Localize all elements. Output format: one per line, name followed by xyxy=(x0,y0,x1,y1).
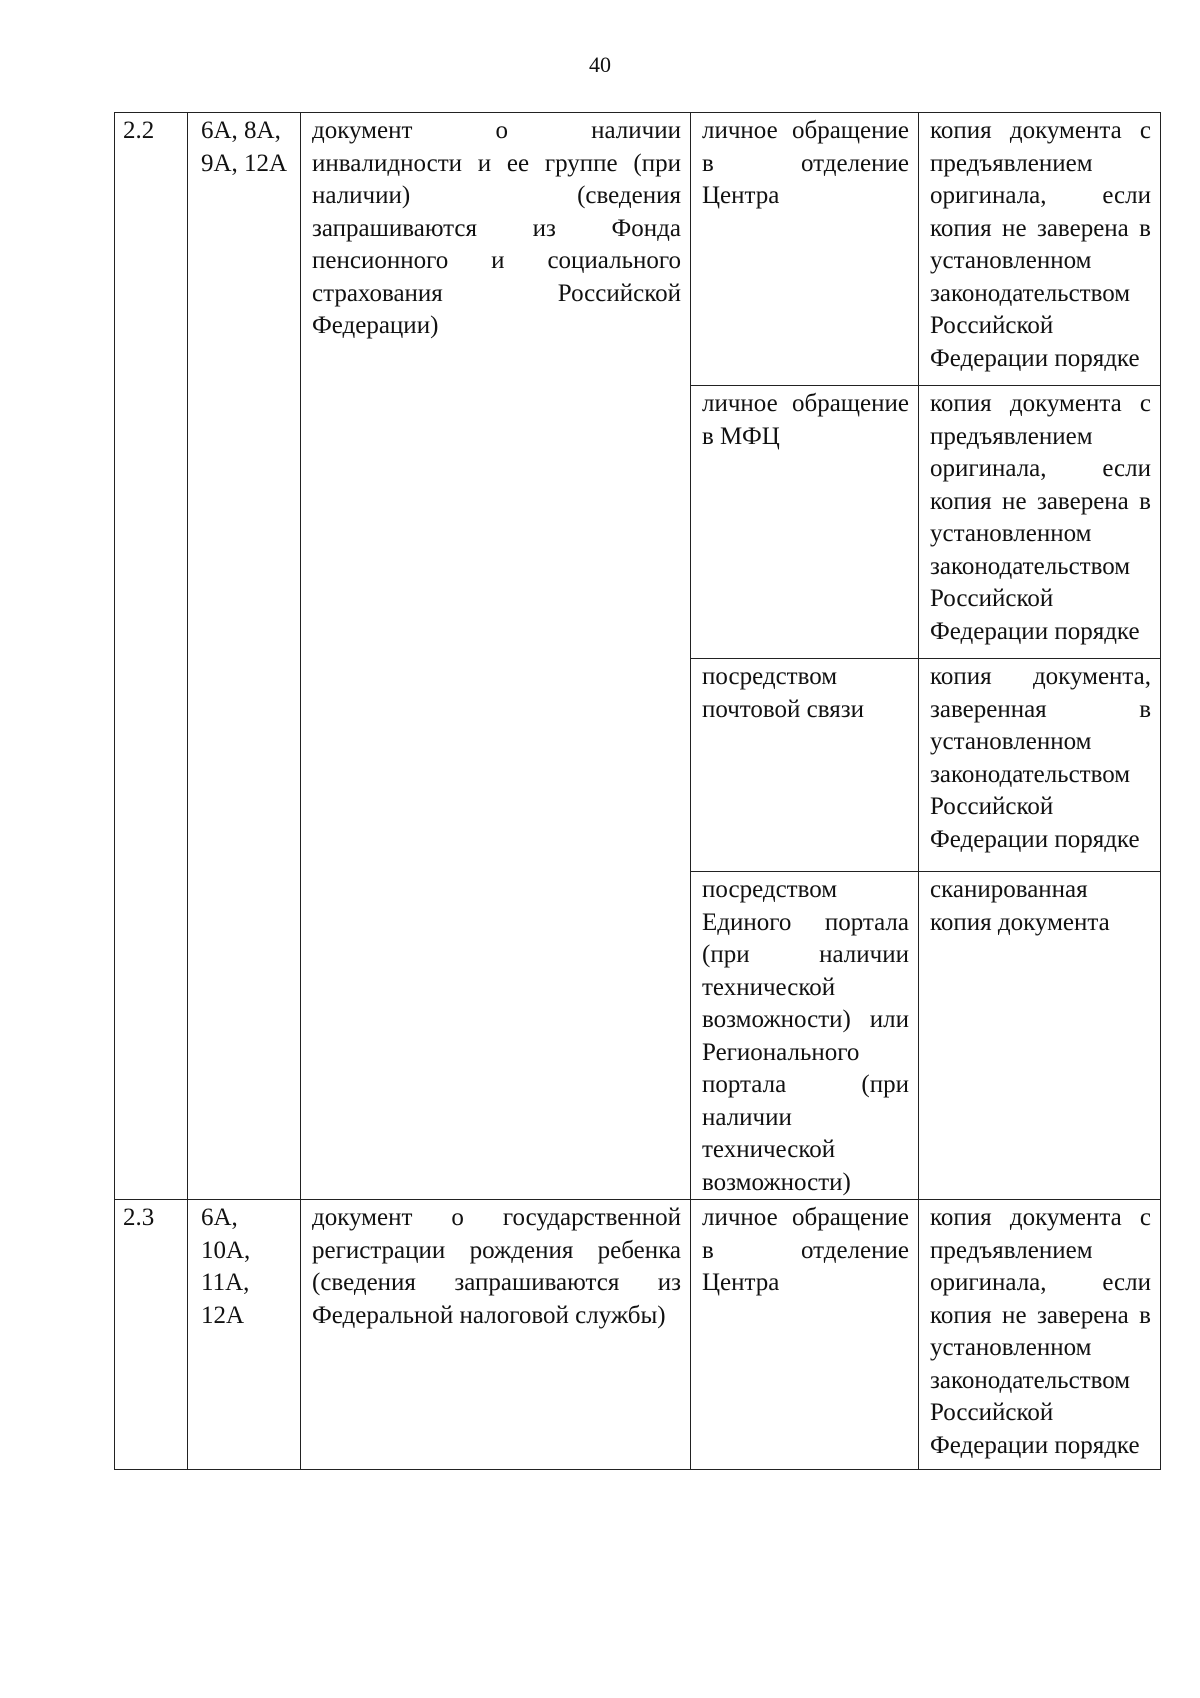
page-number: 40 xyxy=(589,52,611,77)
form-codes-cell: 6А, 8А, 9А, 12А xyxy=(188,113,301,1200)
document-form-cell: копия документа, заверенная в установленном законодательством Российской Федерации порядке xyxy=(919,659,1161,872)
submission-method-cell: личное обращение в отделение Центра xyxy=(691,113,919,386)
form-codes-cell: 6А, 10А, 11А, 12А xyxy=(188,1200,301,1470)
row-number-cell: 2.3 xyxy=(115,1200,188,1470)
table-row xyxy=(115,1200,1161,1470)
submission-method-cell: личное обращение в МФЦ xyxy=(691,386,919,659)
document-form-cell: копия документа с предъявлением оригинала, если копия не заверена в установленном законодательством Российской Федерации порядке xyxy=(919,386,1161,659)
documents-table xyxy=(114,112,1161,1470)
submission-method-cell: посредством Единого портала (при наличии технической возможности) или Регионального портала (при наличии технической возможности) xyxy=(691,872,919,1200)
submission-method-cell: посредством почтовой связи xyxy=(691,659,919,872)
document-cell: документ о наличии инвалидности и ее группе (при наличии) (сведения запрашиваются из Фонда пенсионного и социального страхования Российской Федерации) xyxy=(301,113,691,1200)
row-number-cell: 2.2 xyxy=(115,113,188,1200)
document-form-cell: сканированная копия документа xyxy=(919,872,1161,1200)
document-form-cell: копия документа с предъявлением оригинала, если копия не заверена в установленном законодательством Российской Федерации порядке xyxy=(919,113,1161,386)
document-cell: документ о государственной регистрации рождения ребенка (сведения запрашиваются из Федеральной налоговой службы) xyxy=(301,1200,691,1470)
document-form-cell: копия документа с предъявлением оригинала, если копия не заверена в установленном законодательством Российской Федерации порядке xyxy=(919,1200,1161,1470)
table-row xyxy=(115,113,1161,386)
submission-method-cell: личное обращение в отделение Центра xyxy=(691,1200,919,1470)
